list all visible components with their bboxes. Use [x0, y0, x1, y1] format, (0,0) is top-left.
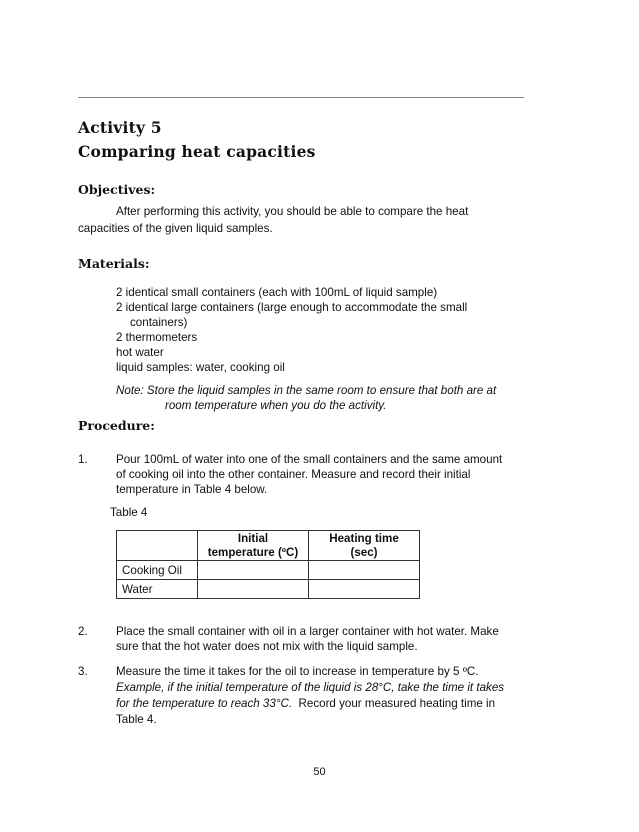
materials-item: containers)	[130, 316, 188, 329]
table-header-heating-time: Heating time (sec)	[309, 531, 420, 561]
table-cell-sample: Cooking Oil	[117, 561, 198, 580]
top-divider	[78, 97, 524, 98]
materials-item: hot water	[116, 346, 164, 359]
materials-item: 2 thermometers	[116, 331, 198, 344]
step-3-line: Table 4.	[116, 713, 157, 726]
step-1-line: Pour 100mL of water into one of the small containers and the same amount	[116, 453, 503, 466]
table-cell-heating-time	[309, 561, 420, 580]
table-caption: Table 4	[110, 506, 148, 519]
step-3-example-end: for the temperature to reach 33°C.	[116, 697, 293, 710]
table-header-blank	[117, 531, 198, 561]
objectives-line-1: After performing this activity, you should be able to compare the heat	[116, 205, 469, 218]
activity-number-title: Activity 5	[78, 118, 162, 137]
objectives-heading: Objectives:	[78, 182, 156, 197]
page-number: 50	[313, 766, 326, 778]
table-header-initial-temperature: Initial temperature (ºC)	[198, 531, 309, 561]
activity-title: Comparing heat capacities	[78, 142, 316, 161]
step-2-line: Place the small container with oil in a larger container with hot water. Make	[116, 625, 499, 638]
step-3-line: Measure the time it takes for the oil to increase in temperature by 5 ºC.	[116, 665, 479, 678]
objectives-line-2: capacities of the given liquid samples.	[78, 222, 273, 235]
step-number: 1.	[78, 453, 88, 466]
table-4	[116, 530, 420, 599]
table-row	[117, 561, 420, 580]
step-3-example-line: Example, if the initial temperature of the liquid is 28°C, take the time it takes	[116, 681, 505, 694]
materials-item: 2 identical small containers (each with 100mL of liquid sample)	[116, 286, 438, 299]
step-3-line	[116, 696, 524, 712]
materials-heading: Materials:	[78, 256, 150, 271]
materials-note-line-2: room temperature when you do the activity.	[165, 399, 387, 412]
materials-item: 2 identical large containers (large enough to accommodate the small	[116, 301, 468, 314]
table-cell-sample: Water	[117, 580, 198, 599]
step-number: 3.	[78, 665, 88, 678]
step-1-line: temperature in Table 4 below.	[116, 483, 268, 496]
procedure-heading: Procedure:	[78, 418, 155, 433]
materials-item: liquid samples: water, cooking oil	[116, 361, 285, 374]
step-1-line: of cooking oil into the other container. Measure and record their initial	[116, 468, 471, 481]
table-cell-initial-temperature	[198, 561, 309, 580]
step-3-record-text: Record your measured heating time in	[292, 697, 496, 710]
step-2-line: sure that the hot water does not mix with the liquid sample.	[116, 640, 418, 653]
materials-note-line-1: Note: Store the liquid samples in the same room to ensure that both are at	[116, 384, 497, 397]
step-number: 2.	[78, 625, 88, 638]
table-header-row	[117, 531, 420, 561]
table-cell-initial-temperature	[198, 580, 309, 599]
table-cell-heating-time	[309, 580, 420, 599]
table-row	[117, 580, 420, 599]
